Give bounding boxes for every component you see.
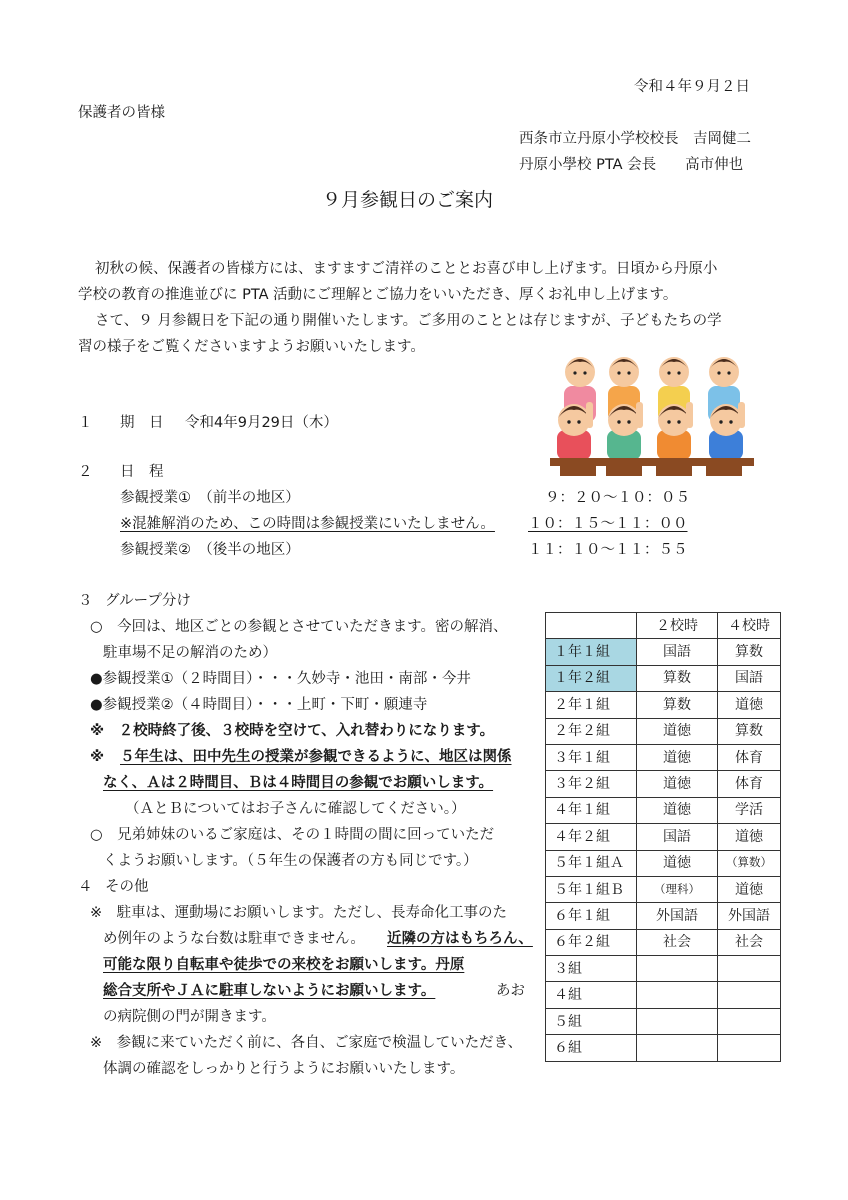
schedule-row-time: １０：１５～１１：００ [528,516,688,532]
child-eye [583,371,586,374]
raised-hand [686,402,693,428]
timetable-period-4-cell [718,982,781,1008]
table-row [546,744,781,770]
section-4-number: ４ [78,879,93,895]
child-eye [677,420,680,423]
table-row [546,982,781,1008]
note-5th-grade-line-2: なく、Ａは２時間目、Ｂは４時間目の参観でお願いします。 [103,775,494,791]
table-row [546,824,781,850]
child-eye [577,420,580,423]
raised-hand [738,402,745,428]
timetable-class-cell: ６年２組 [546,929,637,955]
table-row [546,1035,781,1061]
timetable-period-4-cell: （算数） [718,850,781,876]
timetable-period-4-cell: 道徳 [718,876,781,902]
table-row [546,876,781,902]
timetable-header-row [546,613,781,639]
document-date: 令和４年９月２日 [634,79,750,95]
health-check-line-2: 体調の確認をしっかりと行うようにお願いいたします。 [103,1061,465,1077]
parking-line-5: の病院側の門が開きます。 [103,1009,276,1025]
class-timetable [545,612,781,1062]
section-2-heading: 日 程 [120,464,164,480]
timetable-class-cell: ３年１組 [546,744,637,770]
desk-front [606,466,642,476]
timetable-period-4-cell: 社会 [718,929,781,955]
timetable-class-cell: ３組 [546,956,637,982]
timetable-period-2-cell: 道徳 [637,850,718,876]
timetable-period-4-cell: 外国語 [718,903,781,929]
schedule-row-label: 参観授業① （前半の地区） [120,490,300,506]
desk-front [706,466,742,476]
timetable-period-2-cell [637,982,718,1008]
child-eye [627,371,630,374]
group-intro-line-2: 駐車場不足の解消のため） [103,645,277,661]
table-row [546,929,781,955]
section-3-heading: グループ分け [105,593,191,609]
timetable-period-2-cell: 道徳 [637,797,718,823]
schedule-row-time: １１：１０～１１：５５ [528,542,688,558]
timetable-period-2-cell [637,1035,718,1061]
timetable-class-cell: ６組 [546,1035,637,1061]
table-row [546,956,781,982]
event-date: 令和4年9月29日（木） [185,415,338,431]
timetable-class-cell: １年１組 [546,639,637,665]
table-row [546,1008,781,1034]
document-title: ９月参観日のご案内 [322,189,494,211]
timetable-period-4-cell: 国語 [718,665,781,691]
note-swap-time: ※ ２校時終了後、３校時を空けて、入れ替わりになります。 [90,723,495,739]
timetable-class-cell: ４組 [546,982,637,1008]
timetable-class-cell: ５年１組Ａ [546,850,637,876]
table-row [546,692,781,718]
section-3-number: ３ [78,593,93,609]
timetable-class-cell: ５組 [546,1008,637,1034]
table-row [546,718,781,744]
child-eye [617,371,620,374]
child-eye [627,420,630,423]
parking-line-4a: 総合支所やＪＡに駐車しないようにお願いします。 [103,983,436,999]
table-row [546,797,781,823]
section-1-heading: 期 日 [120,415,164,431]
schedule-row-time: ９：２０～１０：０５ [545,490,690,506]
timetable-period-4-cell: 学活 [718,797,781,823]
timetable-class-cell: １年２組 [546,665,637,691]
timetable-class-cell: ３年２組 [546,771,637,797]
child-eye [667,371,670,374]
timetable-period-2-cell: 外国語 [637,903,718,929]
timetable-class-cell: ４年１組 [546,797,637,823]
timetable-period-4-cell [718,1035,781,1061]
raised-hand [586,402,593,428]
timetable-period-2-cell: 社会 [637,929,718,955]
note-5th-grade-line-1: ５年生は、田中先生の授業が参観できるように、地区は関係 [120,749,512,765]
timetable-period-4-cell: 算数 [718,639,781,665]
intro-line-1: 初秋の候、保護者の皆様方には、ますますご清祥のこととお喜び申し上げます。日頃から丹原小 [95,261,718,277]
health-check-line-1: ※ 参観に来ていただく前に、各自、ご家庭で検温していただき、 [90,1035,523,1051]
siblings-line-1: ○ 兄弟姉妹のいるご家庭は、その１時間の間に回っていただ [90,827,495,843]
desk-front [656,466,692,476]
timetable-period-2-cell [637,956,718,982]
timetable-period-4-cell [718,1008,781,1034]
table-row [546,903,781,929]
child-eye [573,371,576,374]
timetable-class-cell: ２年１組 [546,692,637,718]
child-eye [717,371,720,374]
child-eye [729,420,732,423]
section-1-number: １ [78,415,93,431]
table-row [546,771,781,797]
timetable-period-4-cell: 体育 [718,744,781,770]
timetable-period-2-cell: 算数 [637,665,718,691]
child-eye [617,420,620,423]
timetable-period-2-cell: 道徳 [637,771,718,797]
timetable-period-2-cell: 算数 [637,692,718,718]
child-eye [677,371,680,374]
child-eye [567,420,570,423]
timetable-header-period-4: ４校時 [718,613,781,639]
desk-front [560,466,596,476]
sender-pta-chair: 丹原小學校 PTA 会長 高市伸也 [519,157,744,173]
section-2-number: ２ [78,464,93,480]
intro-line-2: 学校の教育の推進並びに PTA 活動にご理解とご協力をいいただき、厚くお礼申し上げます。 [78,287,678,303]
timetable-period-4-cell: 算数 [718,718,781,744]
parking-line-3: 可能な限り自転車や徒歩での来校をお願いします。丹原 [103,957,465,973]
sender-principal: 西条市立丹原小学校校長 吉岡健二 [519,131,751,147]
intro-line-3: さて、９ 月参観日を下記の通り開催いたします。ご多用のこととは存じますが、子どもたちの学 [95,313,722,329]
timetable-period-4-cell [718,956,781,982]
timetable-period-2-cell: 道徳 [637,744,718,770]
timetable-period-4-cell: 道徳 [718,692,781,718]
parking-line-4b: あお [496,983,525,999]
timetable-period-2-cell [637,1008,718,1034]
schedule-row-label: ※混雑解消のため、この時間は参観授業にいたしません。 [120,516,495,532]
siblings-line-2: くようお願いします。（５年生の保護者の方も同じです。） [103,853,478,869]
recipient: 保護者の皆様 [78,105,165,121]
note-5th-grade-mark: ※ [90,749,105,765]
group-intro-line-1: ○ 今回は、地区ごとの参観とさせていただきます。密の解消、 [90,619,508,635]
timetable-period-2-cell: 国語 [637,824,718,850]
parking-line-2a: め例年のような台数は駐車できません。 [103,931,365,947]
table-row [546,665,781,691]
timetable-period-2-cell: 道徳 [637,718,718,744]
timetable-period-4-cell: 道徳 [718,824,781,850]
group-1-districts: ●参観授業①（２時間目）・・・久妙寺・池田・南部・今井 [90,671,471,687]
parking-line-1: ※ 駐車は、運動場にお願いします。ただし、長寿命化工事のた [90,905,507,921]
timetable-header-blank [546,613,637,639]
children-classroom-illustration [546,346,758,478]
parking-line-2b: 近隣の方はもちろん、 [387,931,533,947]
timetable-header-period-2: ２校時 [637,613,718,639]
group-2-districts: ●参観授業②（４時間目）・・・上町・下町・願連寺 [90,697,428,713]
table-row [546,639,781,665]
table-row [546,850,781,876]
timetable-class-cell: ５年１組Ｂ [546,876,637,902]
child-eye [667,420,670,423]
raised-hand [636,402,643,428]
timetable-period-4-cell: 体育 [718,771,781,797]
timetable-class-cell: ２年２組 [546,718,637,744]
desk-top [550,458,754,466]
timetable-class-cell: ４年２組 [546,824,637,850]
timetable-period-2-cell: 国語 [637,639,718,665]
child-eye [719,420,722,423]
intro-line-4: 習の様子をご覧くださいますようお願いいたします。 [78,339,425,355]
timetable-class-cell: ６年１組 [546,903,637,929]
section-4-heading: その他 [105,879,149,895]
child-eye [727,371,730,374]
note-5th-grade-line-3: （ＡとＢについてはお子さんに確認してください。） [125,801,466,817]
schedule-row-label: 参観授業② （後半の地区） [120,542,300,558]
timetable-period-2-cell: （理科） [637,876,718,902]
